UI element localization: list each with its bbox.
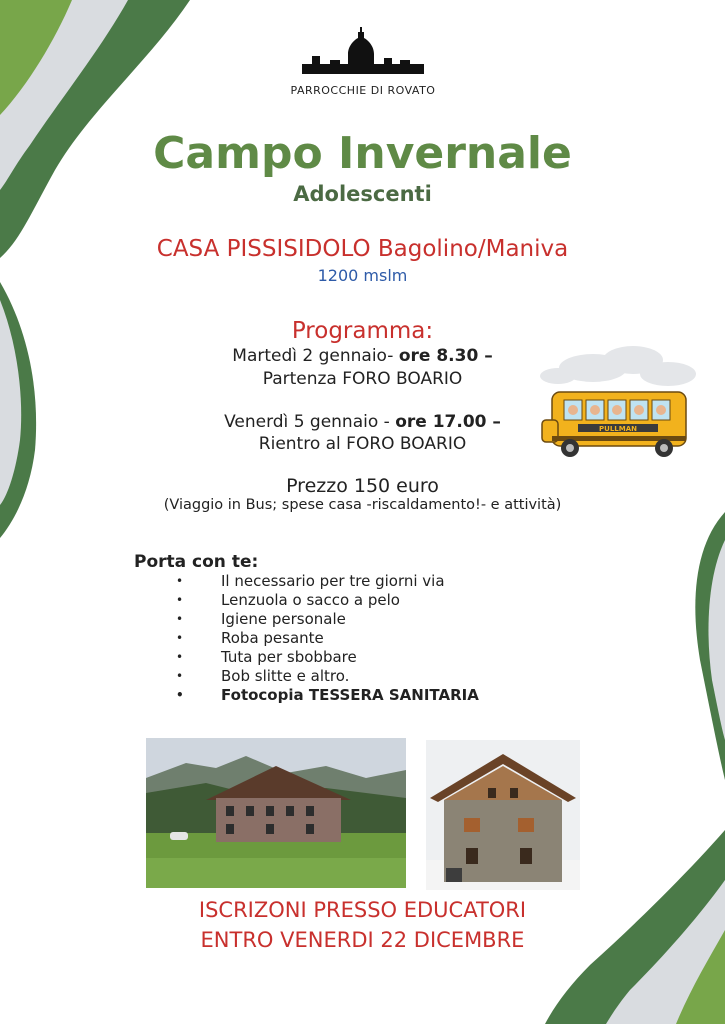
list-item: • Bob slitte e altro. xyxy=(176,667,350,685)
checklist xyxy=(176,572,479,705)
bullet: • xyxy=(176,574,184,588)
house-photo-stone xyxy=(426,740,580,890)
venue-name: CASA PISSISIDOLO Bagolino/Maniva xyxy=(156,236,569,262)
price-note: (Viaggio in Bus; spese casa -riscaldamento!- e attività) xyxy=(163,497,562,513)
venue-altitude: 1200 mslm xyxy=(317,266,408,285)
bullet: • xyxy=(176,612,184,626)
registration-line-1: ISCRIZONI PRESSO EDUCATORI xyxy=(198,898,527,922)
bullet: • xyxy=(176,650,184,664)
org-name: PARROCCHIE DI ROVATO xyxy=(290,84,436,97)
page-subtitle: Adolescenti xyxy=(293,182,432,206)
list-item: • Tuta per sbobbare xyxy=(176,648,357,666)
school-bus-illustration xyxy=(538,340,700,468)
program-heading: Programma: xyxy=(291,318,434,344)
return-time: ore 17.00 – xyxy=(395,412,501,432)
house-photo-meadow xyxy=(146,738,406,888)
return-date: Venerdì 5 gennaio - xyxy=(224,412,390,432)
bullet: • xyxy=(176,593,184,607)
return-place: Rientro al FORO BOARIO xyxy=(258,434,467,454)
bus-sign: PULLMAN xyxy=(599,425,637,433)
list-item: • Fotocopia TESSERA SANITARIA xyxy=(176,686,479,704)
registration-line-2: ENTRO VENERDI 22 DICEMBRE xyxy=(200,928,525,952)
list-item: • Lenzuola o sacco a pelo xyxy=(176,591,400,609)
bullet: • xyxy=(176,688,184,702)
bullet: • xyxy=(176,669,184,683)
departure-time: ore 8.30 – xyxy=(398,346,493,366)
price-label: Prezzo 150 euro xyxy=(286,475,439,497)
list-item: • Igiene personale xyxy=(176,610,346,628)
bullet: • xyxy=(176,631,184,645)
checklist-heading: Porta con te: xyxy=(134,552,259,572)
page-title: Campo Invernale xyxy=(153,128,572,179)
list-item: • Il necessario per tre giorni via xyxy=(176,572,445,590)
departure-date: Martedì 2 gennaio- xyxy=(232,346,394,366)
list-item: • Roba pesante xyxy=(176,629,324,647)
departure-place: Partenza FORO BOARIO xyxy=(262,369,463,389)
